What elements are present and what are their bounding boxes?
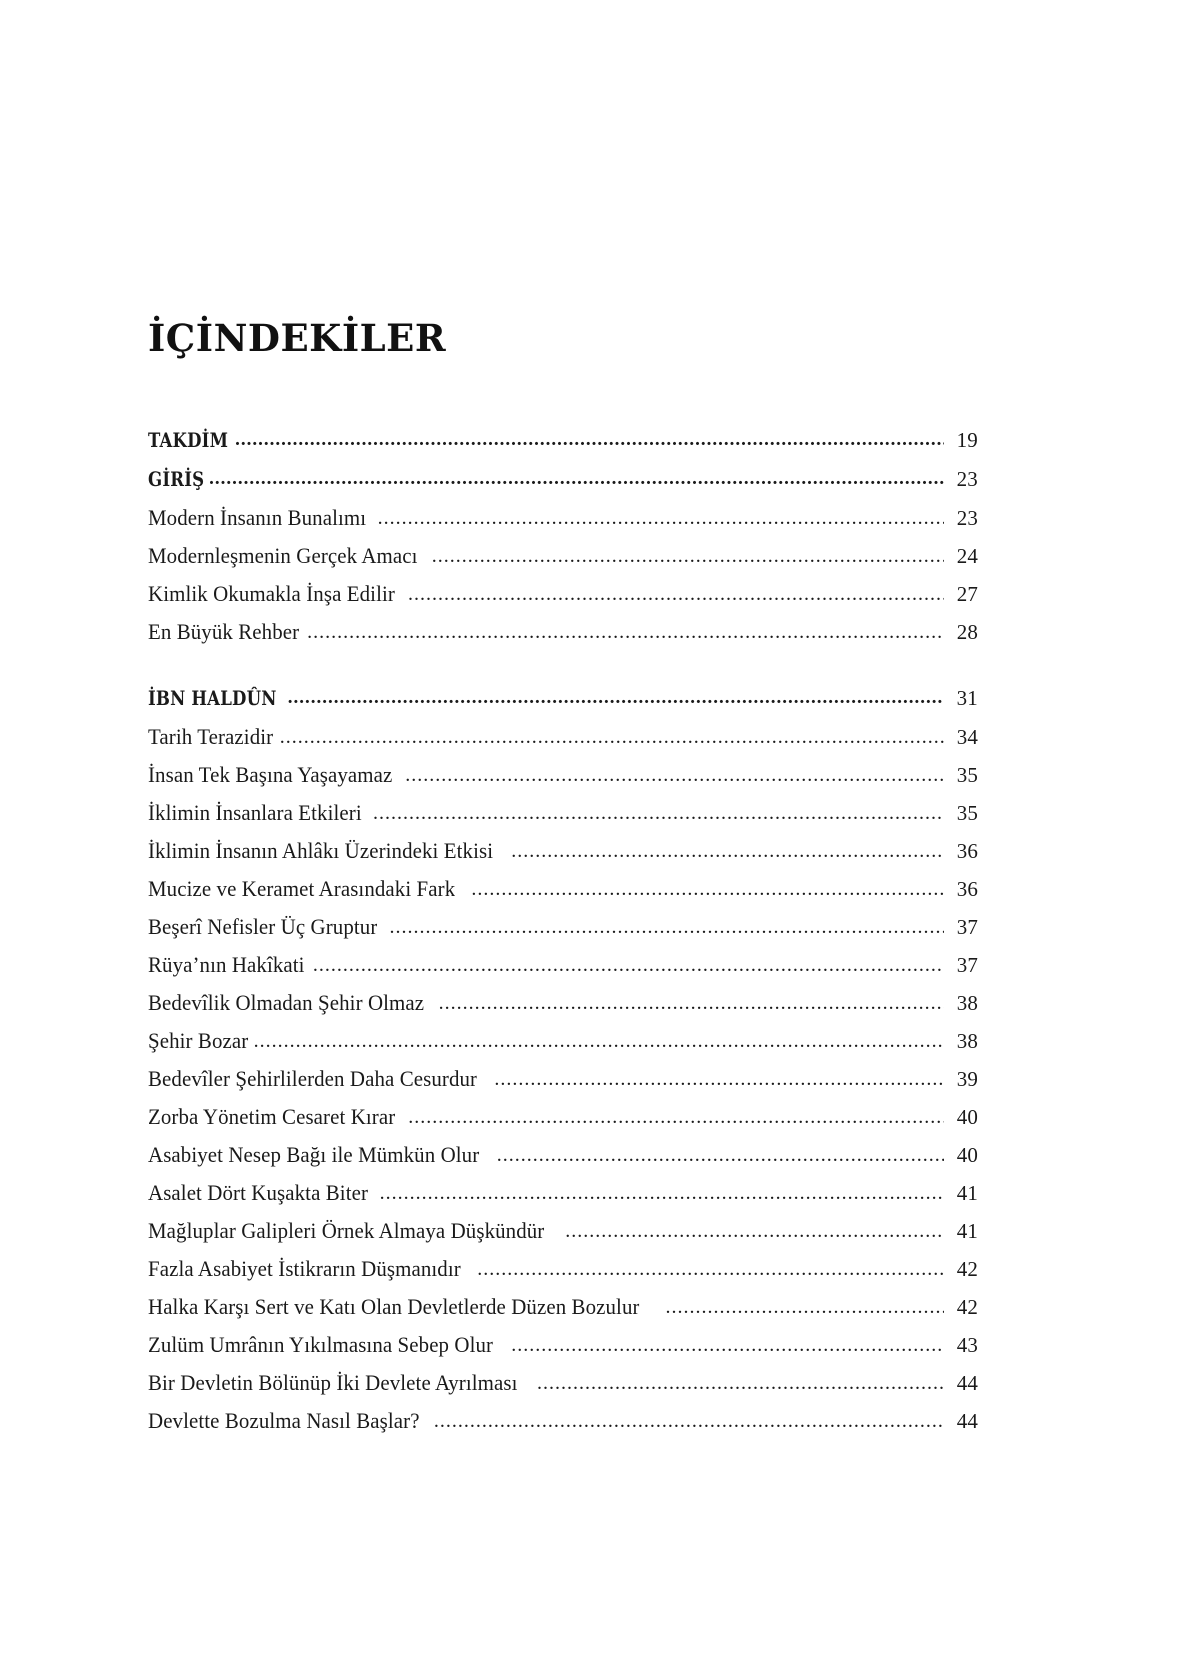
toc-entry-label: Bedevîlik Olmadan Şehir Olmaz — [148, 989, 425, 1015]
toc-entry-page-number: 43 — [956, 1332, 978, 1357]
toc-entry-page-number: 39 — [956, 1066, 978, 1091]
toc-entry-label: İklimin İnsanın Ahlâkı Üzerindeki Etkisi — [148, 837, 494, 863]
toc-leader-dots — [477, 1266, 944, 1288]
toc-entry[interactable] — [148, 1326, 978, 1364]
toc-entry-label: Zulüm Umrânın Yıkılmasına Sebep Olur — [148, 1331, 494, 1357]
toc-entry-label: Halka Karşı Sert ve Katı Olan Devletlerde Düzen Bozulur — [148, 1293, 640, 1319]
toc-leader-dots — [432, 553, 944, 575]
toc-entry-page-number: 35 — [956, 762, 978, 787]
toc-entry-page-number: 38 — [956, 990, 978, 1015]
toc-entry-label: Devlette Bozulma Nasıl Başlar? — [148, 1407, 420, 1433]
toc-entry-label: Tarih Terazidir — [148, 723, 274, 749]
toc-entry-page-number: 27 — [956, 581, 978, 606]
toc-entry[interactable] — [148, 946, 978, 984]
toc-entry-label: Kimlik Okumakla İnşa Edilir — [148, 580, 395, 606]
toc-leader-dots — [389, 924, 944, 946]
toc-entry[interactable] — [148, 460, 978, 498]
toc-leader-dots — [497, 1152, 944, 1174]
toc-entry[interactable] — [148, 832, 978, 870]
toc-entry-page-number: 24 — [956, 543, 978, 568]
toc-entry[interactable] — [148, 1402, 978, 1440]
toc-entry-label: Rüya’nın Hakîkati — [148, 951, 305, 977]
toc-entry-page-number: 34 — [956, 724, 978, 749]
toc-entry-label: Modern İnsanın Bunalımı — [148, 504, 367, 530]
toc-entry-label: İnsan Tek Başına Yaşayamaz — [148, 761, 393, 787]
toc-entry[interactable] — [148, 1212, 978, 1250]
toc-leader-dots — [511, 1342, 944, 1364]
toc-leader-dots — [494, 1076, 944, 1098]
toc-entry-label: Şehir Bozar — [148, 1027, 249, 1053]
toc-leader-dots — [380, 1190, 944, 1212]
toc-leader-dots — [378, 515, 944, 537]
toc-entry-label: Zorba Yönetim Cesaret Kırar — [148, 1103, 396, 1129]
table-of-contents-list — [148, 421, 978, 1440]
toc-entry-label: TAKDİM — [148, 427, 229, 452]
toc-leader-dots — [434, 1418, 944, 1440]
toc-entry[interactable] — [148, 1174, 978, 1212]
toc-content — [148, 318, 978, 1440]
toc-entry-page-number: 36 — [956, 876, 978, 901]
toc-entry[interactable] — [148, 679, 978, 717]
toc-entry-label: Mağluplar Galipleri Örnek Almaya Düşkündür — [148, 1217, 545, 1243]
toc-entry-page-number: 28 — [956, 619, 978, 644]
toc-entry-label: Bir Devletin Bölünüp İki Devlete Ayrılması — [148, 1369, 518, 1395]
toc-entry-page-number: 40 — [956, 1142, 978, 1167]
toc-entry[interactable] — [148, 794, 978, 832]
toc-entry[interactable] — [148, 1098, 978, 1136]
toc-entry[interactable] — [148, 537, 978, 575]
toc-leader-dots — [235, 439, 944, 459]
toc-entry-page-number: 37 — [956, 952, 978, 977]
toc-entry[interactable] — [148, 421, 978, 459]
toc-entry-page-number: 41 — [956, 1180, 978, 1205]
toc-entry[interactable] — [148, 575, 978, 613]
toc-entry[interactable] — [148, 1022, 978, 1060]
toc-entry[interactable] — [148, 1364, 978, 1402]
toc-leader-dots — [439, 1000, 944, 1022]
toc-entry-page-number: 44 — [956, 1370, 978, 1395]
toc-entry-page-number: 31 — [956, 685, 978, 710]
toc-entry[interactable] — [148, 984, 978, 1022]
toc-leader-dots — [537, 1380, 944, 1402]
toc-leader-dots — [288, 697, 944, 717]
toc-leader-dots — [373, 810, 944, 832]
toc-entry[interactable] — [148, 1250, 978, 1288]
toc-entry-page-number: 23 — [956, 505, 978, 530]
toc-entry-page-number: 42 — [956, 1294, 978, 1319]
toc-leader-dots — [405, 772, 944, 794]
toc-leader-dots — [665, 1304, 944, 1326]
toc-entry[interactable] — [148, 1060, 978, 1098]
toc-entry[interactable] — [148, 613, 978, 651]
toc-entry-page-number: 42 — [956, 1256, 978, 1281]
toc-entry-page-number: 44 — [956, 1408, 978, 1433]
toc-entry-page-number: 37 — [956, 914, 978, 939]
toc-entry-page-number: 23 — [956, 466, 978, 491]
toc-entry-label: En Büyük Rehber — [148, 618, 300, 644]
toc-entry[interactable] — [148, 870, 978, 908]
toc-entry[interactable] — [148, 499, 978, 537]
toc-entry-label: Bedevîler Şehirlilerden Daha Cesurdur — [148, 1065, 478, 1091]
toc-leader-dots — [307, 629, 944, 651]
toc-entry-page-number: 40 — [956, 1104, 978, 1129]
toc-entry-page-number: 19 — [956, 427, 978, 452]
toc-entry-label: Fazla Asabiyet İstikrarın Düşmanıdır — [148, 1255, 461, 1281]
toc-entry-label: Asabiyet Nesep Bağı ile Mümkün Olur — [148, 1141, 480, 1167]
toc-entry[interactable] — [148, 1136, 978, 1174]
toc-leader-dots — [408, 591, 944, 613]
toc-leader-dots — [209, 478, 944, 498]
page-title: İÇİNDEKİLER — [148, 316, 447, 360]
toc-leader-dots — [313, 962, 944, 984]
toc-entry-label: Asalet Dört Kuşakta Biter — [148, 1179, 369, 1205]
toc-leader-dots — [254, 1038, 944, 1060]
toc-entry-page-number: 41 — [956, 1218, 978, 1243]
toc-leader-dots — [280, 734, 944, 756]
toc-entry[interactable] — [148, 756, 978, 794]
toc-leader-dots — [408, 1114, 944, 1136]
toc-entry-page-number: 35 — [956, 800, 978, 825]
toc-entry-page-number: 38 — [956, 1028, 978, 1053]
toc-leader-dots — [511, 848, 944, 870]
toc-entry[interactable] — [148, 1288, 978, 1326]
toc-leader-dots — [471, 886, 944, 908]
toc-entry-page-number: 36 — [956, 838, 978, 863]
toc-entry-label: İBN HALDÛN — [148, 685, 277, 710]
toc-entry-label: İklimin İnsanlara Etkileri — [148, 799, 362, 825]
toc-entry[interactable] — [148, 718, 978, 756]
toc-entry-label: Mucize ve Keramet Arasındaki Fark — [148, 875, 456, 901]
toc-leader-dots — [565, 1228, 944, 1250]
toc-entry-label: Beşerî Nefisler Üç Gruptur — [148, 913, 378, 939]
toc-entry-label: GİRİŞ — [148, 466, 205, 491]
toc-entry-label: Modernleşmenin Gerçek Amacı — [148, 542, 418, 568]
toc-entry[interactable] — [148, 908, 978, 946]
